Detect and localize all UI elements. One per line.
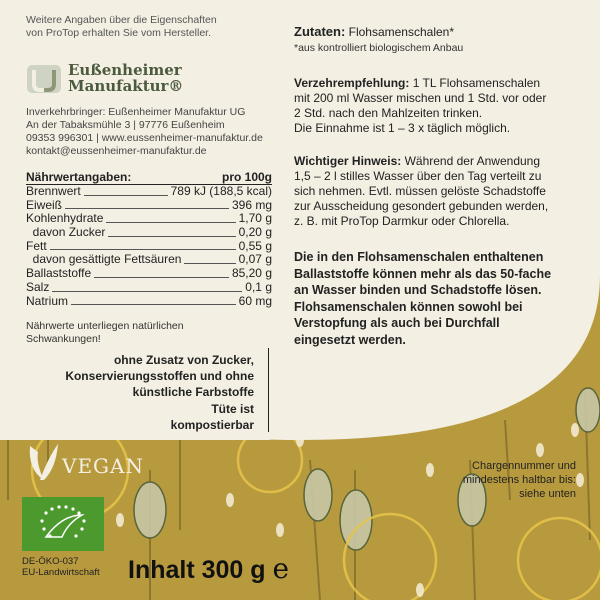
nutrition-row bbox=[26, 212, 272, 226]
nutrition-label: Fett bbox=[26, 238, 47, 253]
warning-label: Wichtiger Hinweis: bbox=[294, 154, 402, 168]
distributor-line: An der Tabaksmühle 3 | 97776 Eußenheim bbox=[26, 119, 225, 131]
nutrition-header bbox=[26, 170, 272, 185]
warning-line: zur Ausscheidung gesondert gebunden werden, bbox=[294, 199, 549, 213]
fact-line: Flohsamenschalen können sowohl bei bbox=[294, 299, 523, 314]
warning-line: sich nehmen. Evtl. müssen gelöste Schadstoffe bbox=[294, 184, 546, 198]
content-label: Inhalt 300 g bbox=[128, 556, 266, 584]
nutrition-row bbox=[26, 253, 272, 267]
leader-line bbox=[52, 281, 242, 292]
distributor-line: kontakt@eussenheimer-manufaktur.de bbox=[26, 145, 207, 157]
nutrition-table bbox=[26, 170, 272, 308]
usage-line: Die Einnahme ist 1 – 3 x täglich möglich. bbox=[294, 121, 511, 135]
eu-organic-leaf-icon bbox=[22, 497, 104, 551]
nutrition-value: 0,55 g bbox=[238, 238, 272, 253]
brand-logo bbox=[26, 62, 226, 98]
eu-organic-logo bbox=[22, 497, 104, 551]
leader-line bbox=[84, 185, 168, 196]
leader-line bbox=[50, 240, 236, 251]
nutrition-header-value: pro 100g bbox=[221, 170, 272, 184]
note-line: Nährwerte unterliegen natürlichen bbox=[26, 320, 184, 332]
nutrition-row bbox=[26, 199, 272, 213]
nutrition-note bbox=[26, 320, 184, 346]
fact-line: Verstopfung als auch bei Durchfall bbox=[294, 316, 500, 330]
brand-line: Eußenheimer bbox=[68, 61, 182, 79]
ingredients-note: *aus kontrolliert biologischem Anbau bbox=[294, 42, 464, 54]
vegan-leaf-icon bbox=[26, 440, 60, 484]
vegan-label: VEGAN bbox=[62, 454, 144, 478]
nutrition-rows bbox=[26, 185, 272, 308]
info-line: Weitere Angaben über die Eigenschaften bbox=[26, 14, 217, 26]
brand-logo-icon bbox=[26, 64, 62, 94]
nutrition-label: Brennwert bbox=[26, 184, 81, 198]
warning bbox=[294, 154, 594, 229]
nutrition-label: Natrium bbox=[26, 293, 69, 308]
usage-line: 2 Std. nach den Mahlzeiten trinken. bbox=[294, 106, 483, 120]
organic-code-line: EU-Landwirtschaft bbox=[22, 567, 100, 578]
warning-line: 1,5 – 2 l stilles Wasser über den Tag verteilt zu bbox=[294, 169, 542, 183]
compost-line: Tüte ist bbox=[211, 402, 254, 416]
batch-line: Chargennummer und bbox=[472, 460, 576, 472]
nutrition-value: 0,07 g bbox=[238, 252, 272, 267]
nutrition-row bbox=[26, 226, 272, 240]
leader-line bbox=[71, 295, 236, 306]
nutrition-value: 789 kJ (188,5 kcal) bbox=[170, 184, 272, 198]
brand-name bbox=[68, 62, 183, 94]
claims bbox=[20, 352, 254, 400]
warning-line: Während der Anwendung bbox=[401, 154, 541, 168]
warning-line: z. B. mit ProTop Darmkur oder Chlorella. bbox=[294, 214, 510, 228]
distributor-line: Inverkehrbringer: Eußenheimer Manufaktur UG bbox=[26, 106, 246, 118]
usage bbox=[294, 76, 594, 136]
organic-code-line: DE-ÖKO-037 bbox=[22, 556, 79, 567]
usage-label: Verzehrempfehlung: bbox=[294, 76, 410, 90]
estimated-sign: e bbox=[272, 552, 290, 585]
usage-line: mit 200 ml Wasser mischen und 1 Std. vor oder bbox=[294, 91, 547, 105]
nutrition-label: Eiweiß bbox=[26, 197, 63, 212]
fact-block bbox=[294, 249, 594, 348]
divider bbox=[268, 348, 269, 432]
info-line: von ProTop erhalten Sie vom Hersteller. bbox=[26, 27, 212, 39]
compost-note bbox=[20, 401, 254, 433]
fact-line: eingesetzt werden. bbox=[294, 332, 406, 347]
nutrition-row bbox=[26, 295, 272, 309]
usage-line: 1 TL Flohsamenschalen bbox=[409, 76, 541, 90]
nutrition-value: 0,20 g bbox=[238, 225, 272, 240]
nutrition-value: 0,1 g bbox=[245, 279, 272, 294]
leader-line bbox=[106, 212, 235, 223]
ingredients bbox=[294, 24, 594, 55]
brand-line: Manufaktur® bbox=[68, 77, 184, 95]
note-line: Schwankungen! bbox=[26, 333, 101, 345]
distributor-info bbox=[26, 106, 263, 158]
fact-line: Die in den Flohsamenschalen enthaltenen bbox=[294, 250, 544, 264]
nutrition-value: 60 mg bbox=[238, 293, 272, 308]
distributor-line: 09353 996301 | www.eussenheimer-manufaktur.de bbox=[26, 132, 263, 144]
nutrition-label: Kohlenhydrate bbox=[26, 211, 104, 226]
vegan-badge bbox=[26, 440, 144, 490]
nutrition-row bbox=[26, 185, 272, 199]
leader-line bbox=[184, 253, 235, 264]
claim-line: künstliche Farbstoffe bbox=[132, 385, 254, 399]
nutrition-row bbox=[26, 281, 272, 295]
nutrition-label: davon Zucker bbox=[26, 225, 106, 240]
claim-line: Konservierungsstoffen und ohne bbox=[65, 369, 254, 383]
nutrition-row bbox=[26, 240, 272, 254]
batch-info bbox=[440, 459, 576, 501]
nutrition-value: 85,20 g bbox=[231, 266, 272, 281]
claim-line: ohne Zusatz von Zucker, bbox=[113, 353, 254, 367]
leader-line bbox=[65, 199, 229, 210]
nutrition-header-label: Nährwertangaben: bbox=[26, 170, 132, 184]
leader-line bbox=[94, 267, 229, 278]
nutrition-label: Ballaststoffe bbox=[26, 266, 92, 281]
fact-line: Ballaststoffe können mehr als das 50-fache bbox=[294, 266, 552, 281]
nutrition-value: 396 mg bbox=[231, 197, 272, 212]
leader-line bbox=[108, 226, 235, 237]
fact-line: an Wasser binden und Schadstoffe lösen. bbox=[294, 283, 542, 297]
nutrition-label: davon gesättigte Fettsäuren bbox=[26, 252, 182, 267]
content-weight bbox=[128, 552, 289, 585]
manufacturer-info bbox=[26, 14, 217, 40]
nutrition-label: Salz bbox=[26, 279, 50, 294]
organic-code bbox=[22, 556, 100, 578]
ingredients-label: Zutaten: bbox=[294, 24, 346, 39]
nutrition-value: 1,70 g bbox=[238, 211, 272, 226]
batch-line: siehe unten bbox=[519, 488, 576, 500]
ingredients-value: Flohsamenschalen* bbox=[345, 25, 455, 39]
nutrition-row bbox=[26, 267, 272, 281]
compost-line: kompostierbar bbox=[170, 418, 254, 432]
batch-line: mindestens haltbar bis: bbox=[462, 474, 576, 486]
